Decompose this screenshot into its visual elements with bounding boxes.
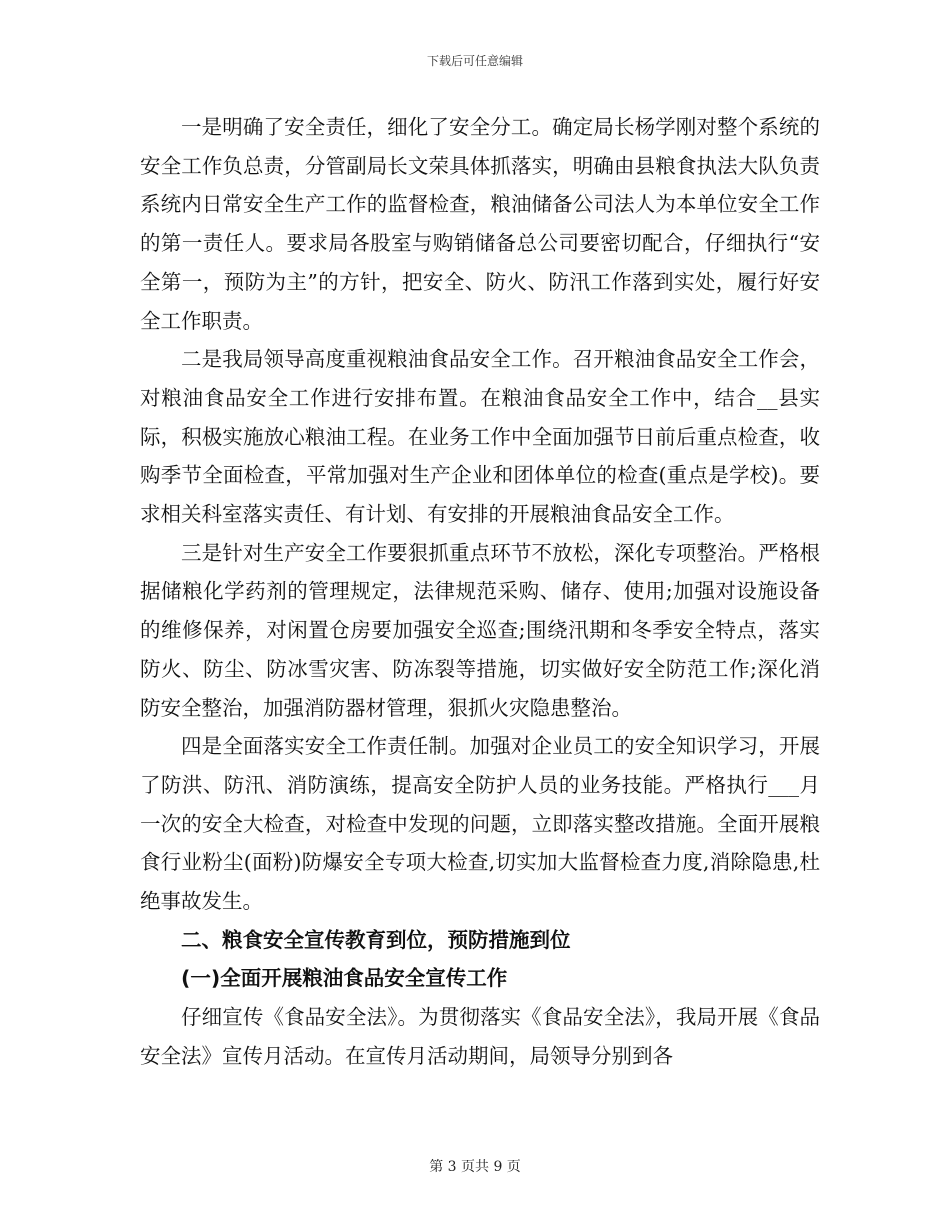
section-heading: 二、粮食安全宣传教育到位，预防措施到位	[181, 927, 571, 952]
paragraph-publicity: 仔细宣传《食品安全法》。为贯彻落实《食品安全法》，我局开展《食品安全法》宣传月活动。在宣传月活动期间，局领导分别到各	[140, 1005, 820, 1068]
paragraph-responsibility-system: 四是全面落实安全工作责任制。加强对企业员工的安全知识学习，开展了防洪、防汛、消防演练，提高安全防护人员的业务技能。严格执行___月一次的安全大检查，对检查中发现的问题，立即落实整改措施。全面开展粮食行业粉尘(面粉)防爆安全专项大检查,切实加大监督检查力度,消除隐患,杜绝事故发生。	[140, 734, 820, 914]
page-header-note: 下载后可任意编辑	[426, 54, 523, 68]
paragraph-key-links: 三是针对生产安全工作要狠抓重点环节不放松，深化专项整治。严格根据储粮化学药剂的管理规定，法律规范采购、储存、使用;加强对设施设备的维修保养，对闲置仓房要加强安全巡查;围绕汛期和冬季安全特点，落实防火、防尘、防冰雪灾害、防冻裂等措施，切实做好安全防范工作;深化消防安全整治，加强消防器材管理，狠抓火灾隐患整治。	[140, 540, 820, 720]
page-number: 第 3 页共 9 页	[429, 1159, 521, 1175]
paragraph-responsibility: 一是明确了安全责任，细化了安全分工。确定局长杨学刚对整个系统的安全工作负总责，分管副局长文荣具体抓落实，明确由县粮食执法大队负责系统内日常安全生产工作的监督检查，粮油储备公司法人为本单位安全工作的第一责任人。要求局各股室与购销储备总公司要密切配合，仔细执行“安全第一，预防为主”的方针，把安全、防火、防汛工作落到实处，履行好安全工作职责。	[140, 115, 820, 333]
subsection-heading: (一)全面开展粮油食品安全宣传工作	[181, 966, 508, 991]
paragraph-leadership: 二是我局领导高度重视粮油食品安全工作。召开粮油食品安全工作会，对粮油食品安全工作进行安排布置。在粮油食品安全工作中，结合__县实际，积极实施放心粮油工程。在业务工作中全面加强节日前后重点检查，收购季节全面检查，平常加强对生产企业和团体单位的检查(重点是学校)。要求相关科室落实责任、有计划、有安排的开展粮油食品安全工作。	[140, 347, 820, 527]
document-body	[140, 108, 820, 1076]
